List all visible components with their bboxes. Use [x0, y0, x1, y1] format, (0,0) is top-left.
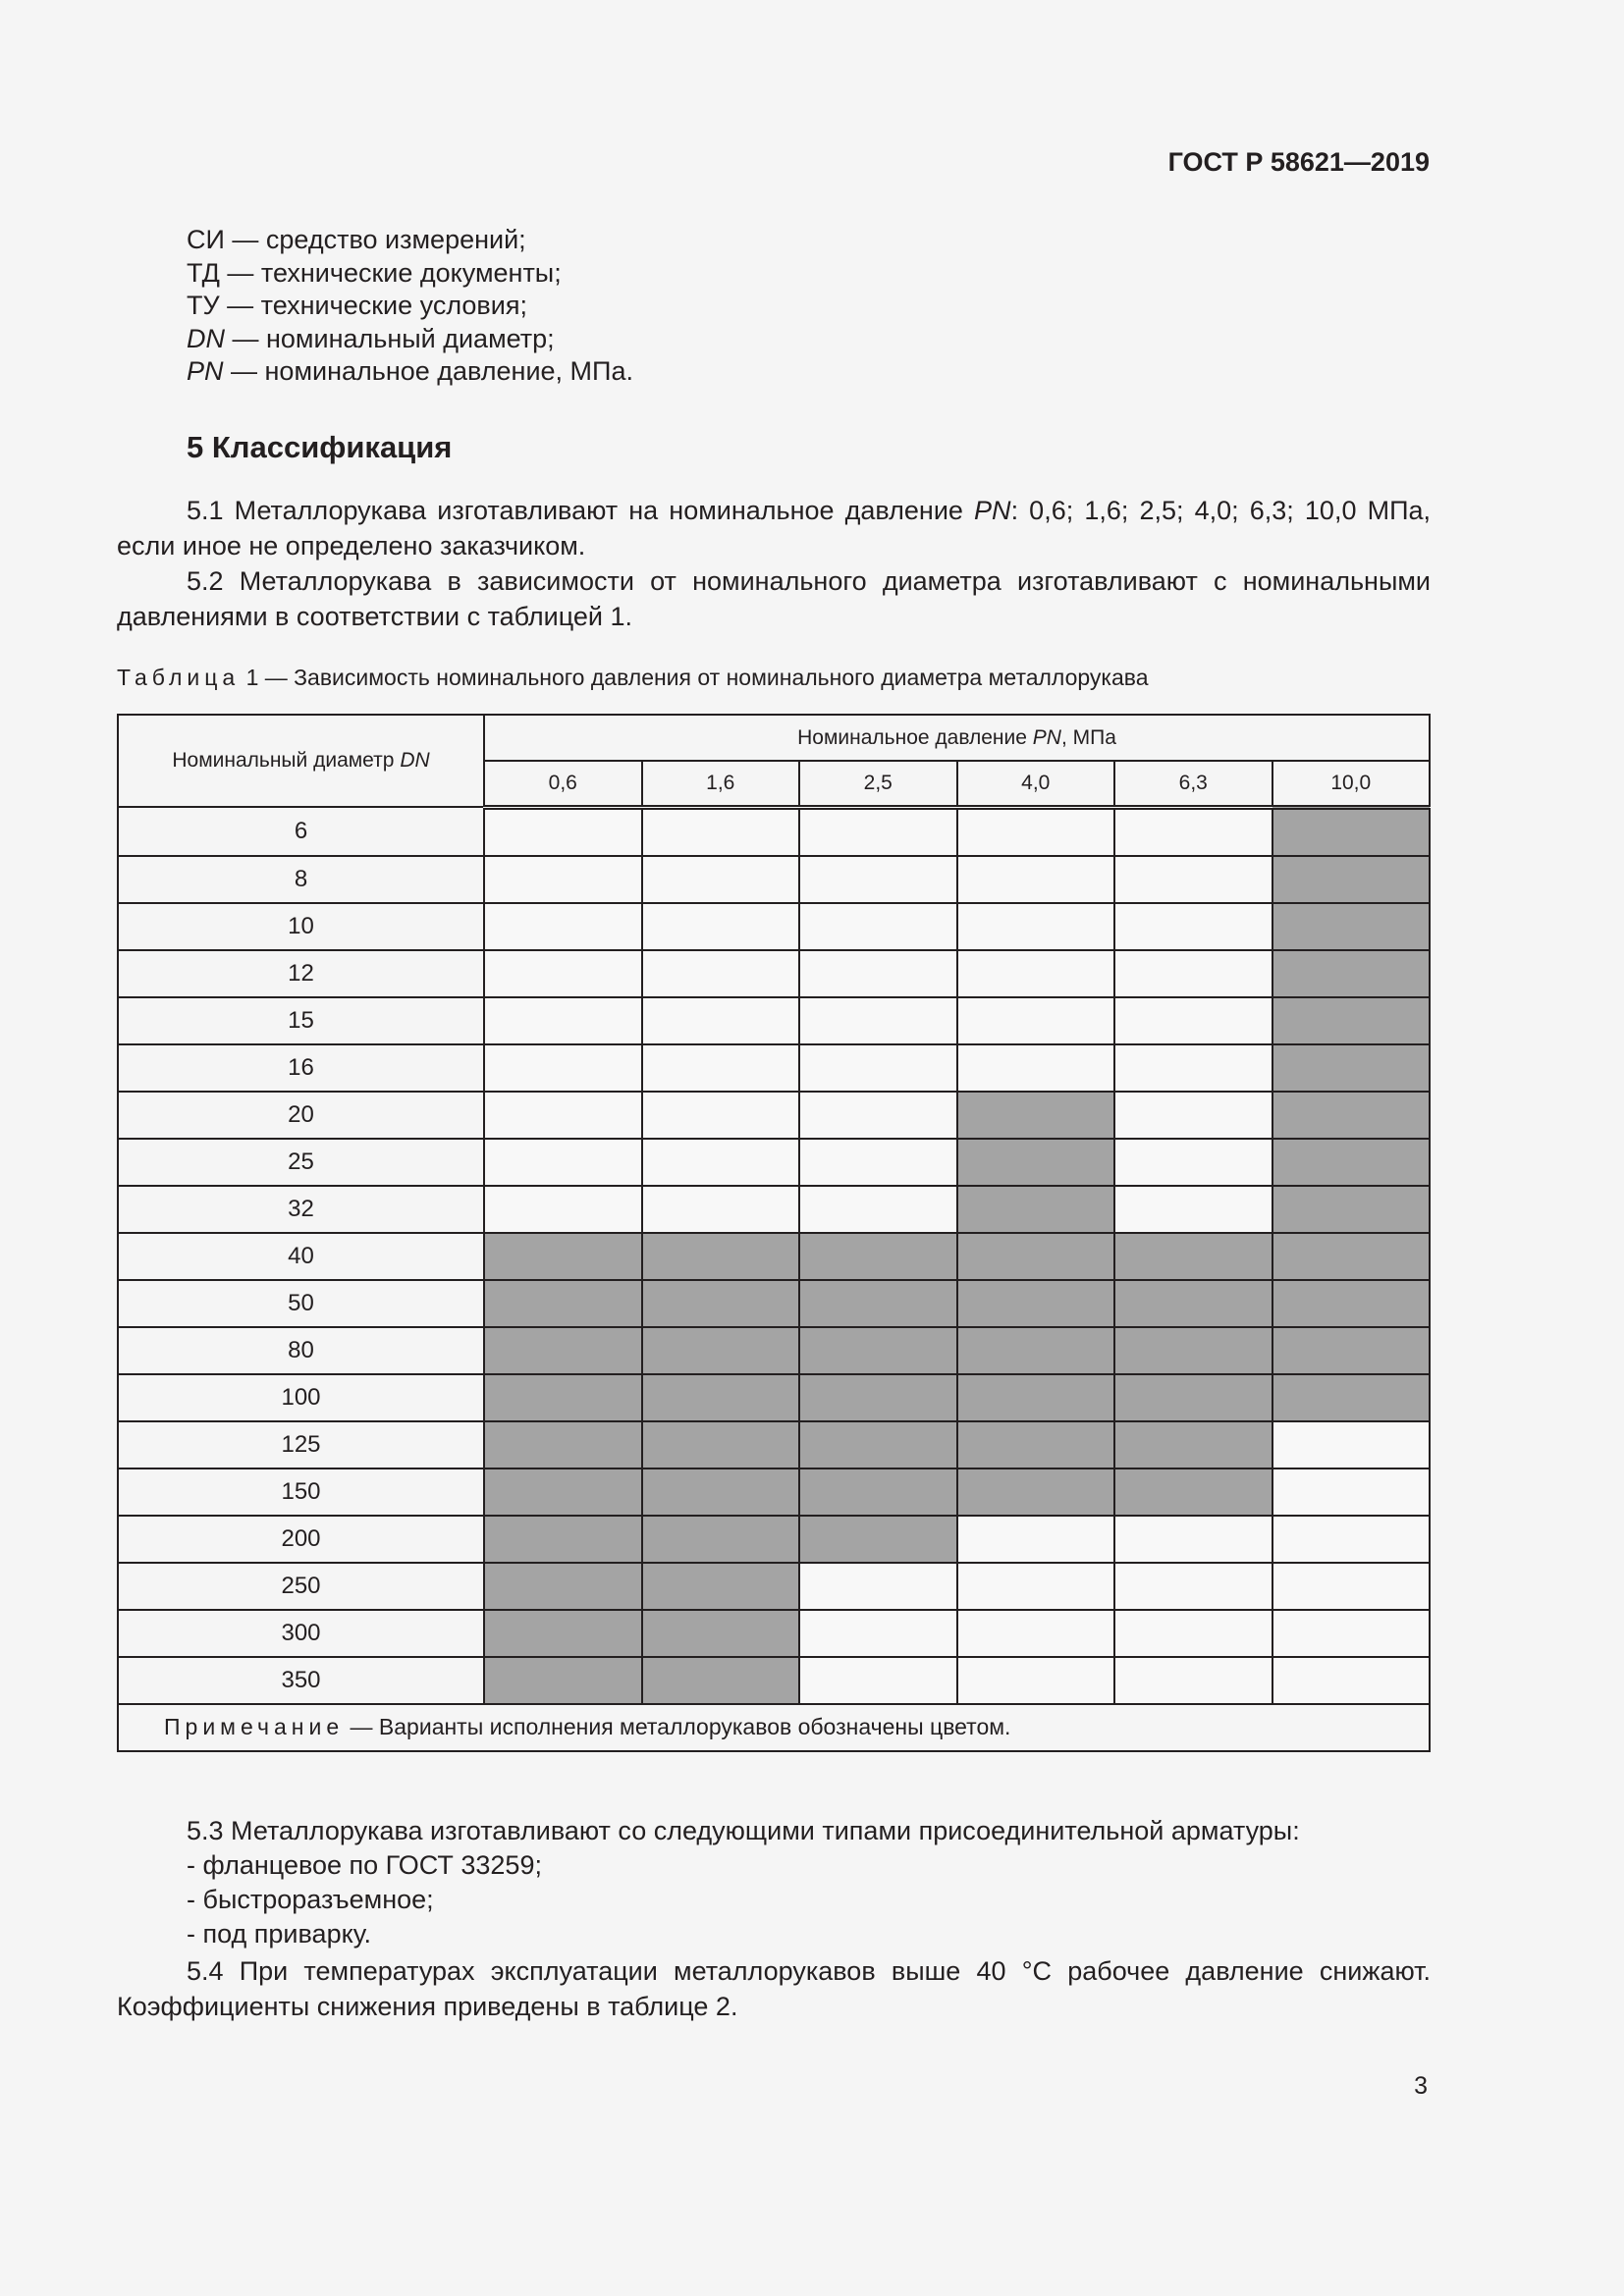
pressure-cell-filled [642, 1327, 800, 1374]
pressure-cell-empty [1114, 1139, 1272, 1186]
pressure-cell-empty [957, 1563, 1115, 1610]
pn-header-term: PN [1032, 725, 1061, 749]
pressure-cell-empty [1114, 807, 1272, 856]
pressure-cell-filled [1272, 1092, 1431, 1139]
list-item: - под приварку. [187, 1919, 371, 1949]
pressure-cell-filled [484, 1516, 642, 1563]
dn-cell: 80 [118, 1327, 484, 1374]
dn-cell: 12 [118, 950, 484, 997]
pressure-cell-empty [799, 1044, 957, 1092]
pressure-cell-filled [957, 1374, 1115, 1421]
pressure-cell-empty [484, 1139, 642, 1186]
pressure-cell-filled [799, 1516, 957, 1563]
pressure-cell-empty [957, 950, 1115, 997]
table-row [118, 1374, 1430, 1421]
pressure-cell-filled [1272, 1280, 1431, 1327]
table-row [118, 903, 1430, 950]
pressure-cell-empty [1272, 1421, 1431, 1468]
p51-pn-term: PN [974, 496, 1011, 525]
pressure-cell-empty [642, 856, 800, 903]
pressure-cell-filled [957, 1327, 1115, 1374]
pressure-column-header: 0,6 [484, 761, 642, 807]
pressure-diameter-table [117, 714, 1431, 1752]
table-row [118, 1280, 1430, 1327]
pressure-cell-filled [1114, 1468, 1272, 1516]
dn-column-header [118, 715, 484, 807]
table-row [118, 1092, 1430, 1139]
dn-cell: 300 [118, 1610, 484, 1657]
pressure-cell-filled [1272, 1374, 1431, 1421]
pressure-cell-empty [799, 997, 957, 1044]
abbreviations-list [187, 224, 633, 389]
pressure-cell-empty [484, 950, 642, 997]
pressure-cell-filled [957, 1092, 1115, 1139]
pressure-cell-empty [642, 950, 800, 997]
pressure-cell-empty [1114, 1516, 1272, 1563]
pn-header-label: Номинальное давление [797, 725, 1033, 749]
dn-cell: 250 [118, 1563, 484, 1610]
pressure-cell-filled [1114, 1280, 1272, 1327]
table-row [118, 1610, 1430, 1657]
pressure-cell-filled [1272, 997, 1431, 1044]
dn-cell: 50 [118, 1280, 484, 1327]
pressure-cell-filled [484, 1563, 642, 1610]
dn-cell: 16 [118, 1044, 484, 1092]
pressure-cell-filled [957, 1280, 1115, 1327]
pressure-cell-empty [1114, 1186, 1272, 1233]
section-title: 5 Классификация [187, 430, 453, 464]
abbreviation-definition: — технические документы; [219, 257, 562, 288]
pressure-cell-filled [1114, 1374, 1272, 1421]
p51-text-after: : 0,6; 1,6; 2,5; 4,0; 6,3; 10,0 МПа, если иное не определено заказчиком. [117, 496, 1431, 561]
table-row [118, 997, 1430, 1044]
pressure-cell-filled [799, 1327, 957, 1374]
pressure-cell-empty [642, 1092, 800, 1139]
pressure-cell-empty [957, 856, 1115, 903]
pressure-cell-empty [957, 807, 1115, 856]
pressure-cell-empty [1114, 856, 1272, 903]
paragraph-5-4: 5.4 При температурах эксплуатации металлорукавов выше 40 °С рабочее давление снижают. Коэффициенты снижения приведены в таблице 2. [117, 1956, 1431, 2021]
pressure-cell-filled [642, 1563, 800, 1610]
table-caption-text: 1 — Зависимость номинального давления от номинального диаметра металлорукава [240, 665, 1149, 690]
pressure-cell-filled [957, 1233, 1115, 1280]
pressure-cell-filled [1272, 1327, 1431, 1374]
pressure-cell-filled [1114, 1421, 1272, 1468]
pressure-cell-filled [642, 1421, 800, 1468]
pressure-cell-filled [642, 1374, 800, 1421]
pn-header-unit: , МПа [1060, 725, 1116, 749]
table-caption [117, 665, 1149, 691]
pressure-cell-empty [799, 1657, 957, 1704]
dn-cell: 10 [118, 903, 484, 950]
pressure-cell-empty [1114, 1657, 1272, 1704]
abbreviation-item [187, 224, 633, 257]
pressure-cell-empty [642, 1139, 800, 1186]
abbreviation-item [187, 355, 633, 389]
pressure-cell-empty [957, 903, 1115, 950]
pressure-cell-filled [484, 1657, 642, 1704]
table-row [118, 950, 1430, 997]
pressure-cell-empty [1114, 1092, 1272, 1139]
pressure-cell-empty [642, 997, 800, 1044]
pressure-cell-empty [1114, 1563, 1272, 1610]
table-row [118, 1139, 1430, 1186]
pressure-cell-empty [642, 807, 800, 856]
pressure-cell-filled [484, 1468, 642, 1516]
dn-cell: 125 [118, 1421, 484, 1468]
abbreviation-term: DN [187, 323, 225, 353]
pressure-column-header: 4,0 [957, 761, 1115, 807]
pressure-cell-empty [484, 1092, 642, 1139]
pressure-cell-filled [799, 1374, 957, 1421]
pressure-column-header: 2,5 [799, 761, 957, 807]
pressure-cell-filled [484, 1327, 642, 1374]
pressure-cell-filled [1272, 1186, 1431, 1233]
pressure-cell-empty [1272, 1516, 1431, 1563]
pressure-cell-filled [1272, 903, 1431, 950]
pressure-cell-filled [1272, 950, 1431, 997]
pressure-cell-filled [1272, 1233, 1431, 1280]
table-caption-label: Таблица [117, 665, 241, 690]
pressure-cell-empty [484, 1044, 642, 1092]
pressure-cell-filled [484, 1233, 642, 1280]
pressure-cell-empty [957, 1657, 1115, 1704]
table-note [118, 1704, 1430, 1751]
pressure-cell-empty [484, 856, 642, 903]
pressure-cell-filled [1272, 807, 1431, 856]
pressure-cell-empty [1272, 1610, 1431, 1657]
abbreviation-term: СИ [187, 225, 225, 254]
pressure-cell-empty [957, 1610, 1115, 1657]
abbreviation-item [187, 257, 633, 291]
pressure-cell-empty [1114, 997, 1272, 1044]
pressure-cell-filled [484, 1421, 642, 1468]
pressure-cell-empty [799, 1092, 957, 1139]
pressure-column-header: 6,3 [1114, 761, 1272, 807]
pressure-cell-empty [1114, 1044, 1272, 1092]
abbreviation-item [187, 323, 633, 356]
pressure-cell-empty [799, 856, 957, 903]
table-note-text: — Варианты исполнения металлорукавов обозначены цветом. [344, 1714, 1011, 1739]
pressure-cell-empty [1114, 1610, 1272, 1657]
table-row [118, 1233, 1430, 1280]
abbreviation-term: ТД [187, 257, 220, 288]
table-row [118, 1421, 1430, 1468]
dn-cell: 15 [118, 997, 484, 1044]
table-row [118, 1327, 1430, 1374]
pressure-cell-empty [1114, 903, 1272, 950]
pressure-cell-filled [1114, 1233, 1272, 1280]
pressure-cell-empty [484, 997, 642, 1044]
dn-cell: 150 [118, 1468, 484, 1516]
pressure-cell-empty [1114, 950, 1272, 997]
pressure-cell-filled [957, 1186, 1115, 1233]
pressure-cell-filled [799, 1280, 957, 1327]
pressure-cell-filled [799, 1468, 957, 1516]
pressure-cell-filled [642, 1610, 800, 1657]
pressure-cell-empty [1272, 1468, 1431, 1516]
pressure-cell-empty [1272, 1563, 1431, 1610]
pressure-column-header: 1,6 [642, 761, 800, 807]
pressure-cell-filled [957, 1421, 1115, 1468]
dn-cell: 20 [118, 1092, 484, 1139]
dn-cell: 6 [118, 807, 484, 856]
abbreviation-definition: — номинальный диаметр; [225, 323, 555, 353]
pressure-cell-empty [484, 1186, 642, 1233]
table-note-label: Примечание [164, 1714, 345, 1739]
pressure-cell-empty [799, 807, 957, 856]
dn-cell: 40 [118, 1233, 484, 1280]
dn-header-term: DN [400, 749, 430, 772]
abbreviation-definition: — технические условия; [219, 291, 527, 320]
pressure-cell-filled [799, 1421, 957, 1468]
abbreviation-definition: — средство измерений; [224, 225, 526, 254]
pressure-cell-empty [957, 1516, 1115, 1563]
pn-group-header [484, 715, 1430, 761]
pressure-cell-empty [799, 950, 957, 997]
table-row [118, 1657, 1430, 1704]
table-row [118, 1044, 1430, 1092]
pressure-cell-filled [1114, 1327, 1272, 1374]
pressure-cell-empty [1272, 1657, 1431, 1704]
pressure-cell-empty [799, 903, 957, 950]
pressure-cell-filled [484, 1374, 642, 1421]
p53-intro: 5.3 Металлорукава изготавливают со следующими типами присоединительной арматуры: [187, 1816, 1300, 1845]
pressure-cell-filled [1272, 1044, 1431, 1092]
dn-cell: 350 [118, 1657, 484, 1704]
pressure-cell-filled [642, 1657, 800, 1704]
abbreviation-term: PN [187, 356, 224, 386]
document-code: ГОСТ Р 58621—2019 [1167, 147, 1430, 177]
dn-cell: 200 [118, 1516, 484, 1563]
pressure-cell-filled [957, 1468, 1115, 1516]
list-item: - быстроразъемное; [187, 1885, 434, 1914]
paragraph-5-2: 5.2 Металлорукава в зависимости от номинального диаметра изготавливают с номинальными давлениями в соответствии с таблицей 1. [117, 566, 1431, 631]
pressure-cell-filled [484, 1280, 642, 1327]
pressure-cell-empty [642, 1186, 800, 1233]
pressure-cell-empty [957, 997, 1115, 1044]
pressure-cell-filled [642, 1233, 800, 1280]
abbreviation-definition: — номинальное давление, МПа. [223, 356, 633, 386]
list-item: - фланцевое по ГОСТ 33259; [187, 1850, 542, 1880]
table-row [118, 807, 1430, 856]
pressure-cell-filled [799, 1233, 957, 1280]
pressure-cell-filled [1272, 1139, 1431, 1186]
pressure-cell-empty [642, 903, 800, 950]
pressure-cell-empty [957, 1044, 1115, 1092]
pressure-cell-empty [799, 1186, 957, 1233]
pressure-cell-filled [484, 1610, 642, 1657]
pressure-cell-filled [642, 1516, 800, 1563]
pressure-cell-empty [642, 1044, 800, 1092]
pressure-cell-empty [484, 807, 642, 856]
page-number: 3 [1414, 2072, 1428, 2100]
dn-cell: 100 [118, 1374, 484, 1421]
table-row [118, 856, 1430, 903]
pressure-cell-empty [799, 1139, 957, 1186]
pressure-cell-filled [642, 1280, 800, 1327]
pressure-cell-empty [799, 1610, 957, 1657]
dn-cell: 25 [118, 1139, 484, 1186]
table-row [118, 1186, 1430, 1233]
paragraph-5-1 [117, 493, 1431, 563]
table-row [118, 1563, 1430, 1610]
dn-cell: 8 [118, 856, 484, 903]
table-row [118, 1516, 1430, 1563]
pressure-cell-filled [957, 1139, 1115, 1186]
pressure-cell-filled [642, 1468, 800, 1516]
abbreviation-term: ТУ [187, 291, 220, 320]
pressure-cell-empty [799, 1563, 957, 1610]
pressure-cell-empty [484, 903, 642, 950]
paragraph-5-3 [187, 1814, 1300, 1951]
p51-text-before: 5.1 Металлорукава изготавливают на номинальное давление [187, 496, 975, 525]
dn-cell: 32 [118, 1186, 484, 1233]
table-row [118, 1468, 1430, 1516]
abbreviation-item [187, 290, 633, 323]
pressure-column-header: 10,0 [1272, 761, 1431, 807]
dn-header-label: Номинальный диаметр [172, 749, 401, 772]
pressure-cell-filled [1272, 856, 1431, 903]
